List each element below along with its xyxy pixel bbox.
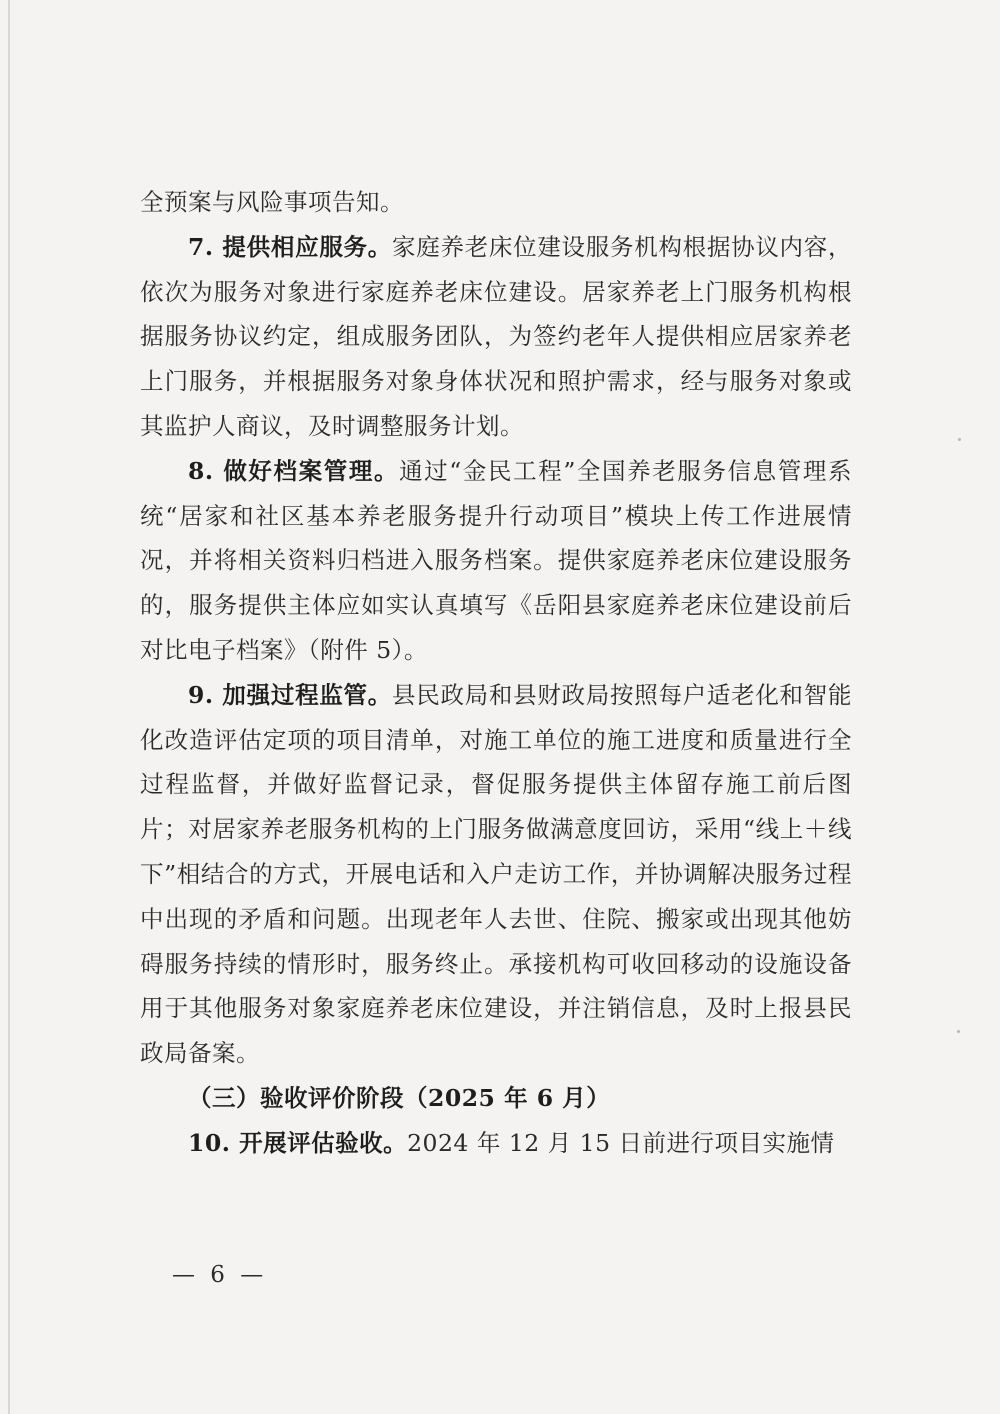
item-heading: 8. 做好档案管理。 bbox=[188, 456, 400, 485]
paragraph-text: 通过“金民工程”全国养老服务信息管理系统“居家和社区基本养老服务提升行动项目”模块上传工作进展情况，并将相关资料归档进入服务档案。提供家庭养老床位建设服务的，服务提供主体应如实认真填写《岳阳县家庭养老床位建设前后对比电子档案》（附件 5）。 bbox=[140, 456, 852, 664]
paragraph-item-10 bbox=[140, 1121, 852, 1166]
paragraph-text: 全预案与风险事项告知。 bbox=[140, 188, 404, 216]
section-heading bbox=[140, 1076, 852, 1121]
paragraph-item-9 bbox=[140, 673, 852, 1076]
paragraph-item-8 bbox=[140, 449, 852, 673]
document-body bbox=[140, 180, 852, 1166]
page-edge bbox=[8, 0, 10, 1414]
item-heading: 7. 提供相应服务。 bbox=[188, 232, 392, 261]
page-number: — 6 — bbox=[172, 1262, 268, 1288]
paragraph-text: 2024 年 12 月 15 日前进行项目实施情 bbox=[407, 1128, 835, 1157]
item-heading: 9. 加强过程监管。 bbox=[188, 680, 392, 709]
paragraph-continuation bbox=[140, 180, 852, 225]
section-title: （三）验收评价阶段（2025 年 6 月） bbox=[188, 1083, 611, 1112]
scan-speck bbox=[957, 1030, 960, 1033]
paragraph-text: 家庭养老床位建设服务机构根据协议内容，依次为服务对象进行家庭养老床位建设。居家养老上门服务机构根据服务协议约定，组成服务团队，为签约老年人提供相应居家养老上门服务，并根据服务对象身体状况和照护需求，经与服务对象或其监护人商议，及时调整服务计划。 bbox=[140, 232, 853, 440]
item-heading: 10. 开展评估验收。 bbox=[188, 1128, 408, 1157]
paragraph-item-7 bbox=[140, 225, 852, 449]
scan-speck bbox=[958, 438, 961, 441]
paragraph-text: 县民政局和县财政局按照每户适老化和智能化改造评估定项的项目清单，对施工单位的施工进度和质量进行全过程监督，并做好监督记录，督促服务提供主体留存施工前后图片；对居家养老服务机构的上门服务做满意度回访，采用“线上＋线下”相结合的方式，开展电话和入户走访工作，并协调解决服务过程中出现的矛盾和问题。出现老年人去世、住院、搬家或出现其他妨碍服务持续的情形时，服务终止。承接机构可收回移动的设施设备用于其他服务对象家庭养老床位建设，并注销信息，及时上报县民政局备案。 bbox=[140, 680, 853, 1068]
